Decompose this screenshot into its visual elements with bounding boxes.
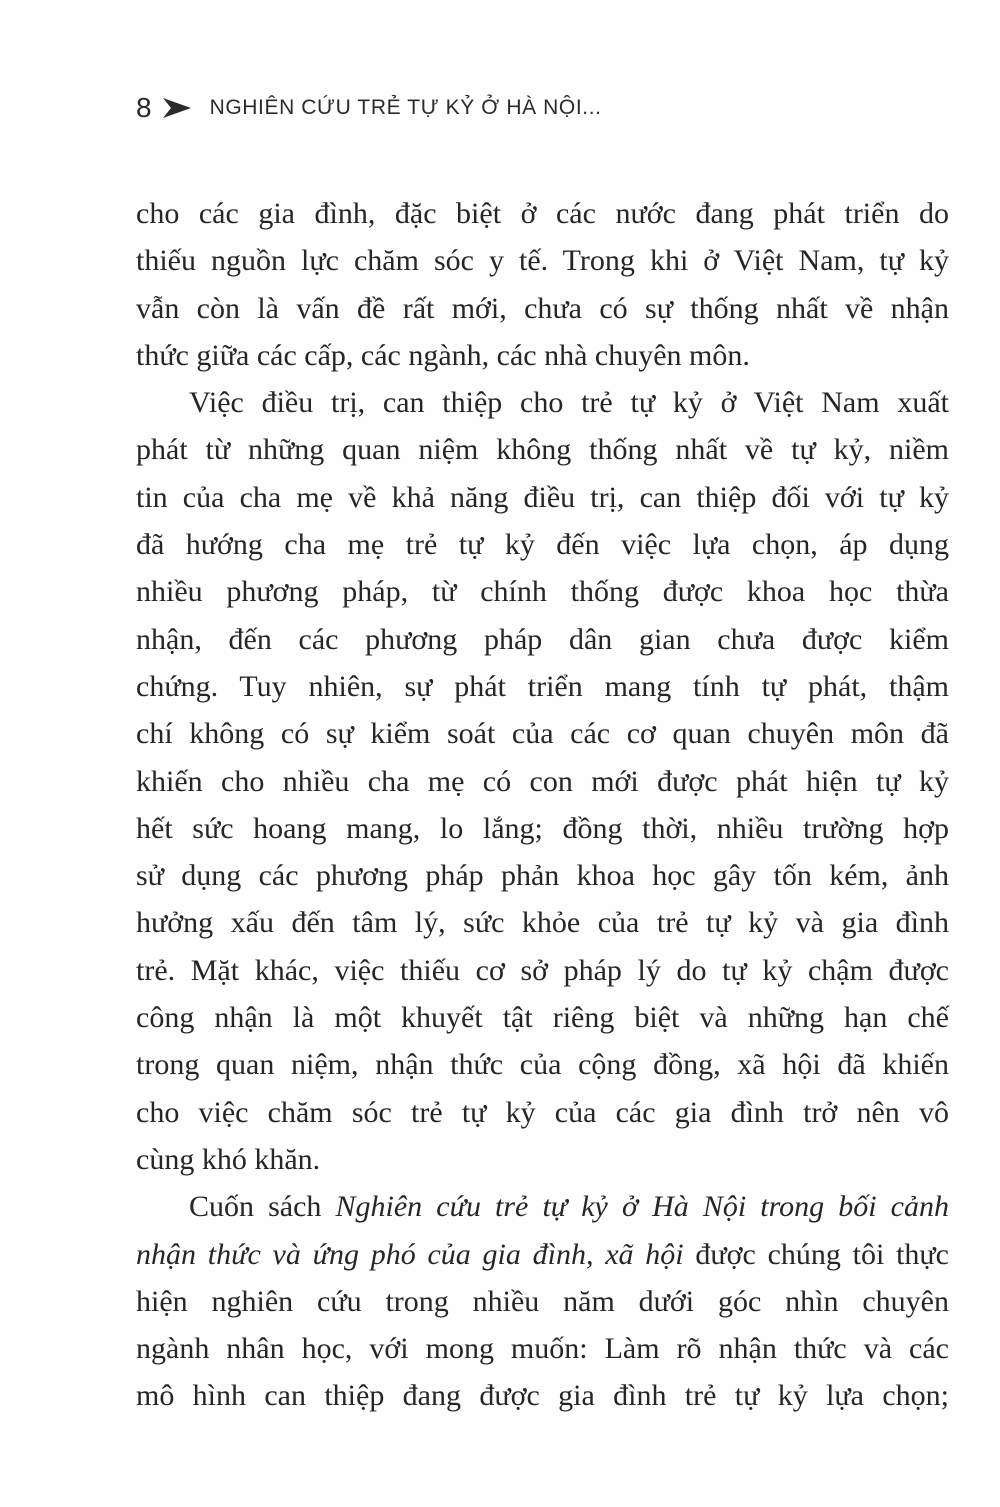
text-line: trong quan niệm, nhận thức của cộng đồng, xã hội đã khiến — [136, 1048, 949, 1082]
text-line: công nhận là một khuyết tật riêng biệt và những hạn chế — [136, 1001, 949, 1035]
paragraph-text: được chúng tôi thực — [683, 1237, 949, 1271]
text-line: thiếu nguồn lực chăm sóc y tế. Trong khi ở Việt Nam, tự kỷ — [136, 244, 949, 278]
text-line: tin của cha mẹ về khả năng điều trị, can thiệp đối với tự kỷ — [136, 480, 949, 514]
paragraph-intro: Cuốn sách — [189, 1190, 336, 1224]
text-line: Việc điều trị, can thiệp cho trẻ tự kỷ ở Việt Nam xuất — [189, 386, 949, 420]
text-line: cho việc chăm sóc trẻ tự kỷ của các gia đình trở nên vô — [136, 1095, 949, 1129]
text-line: sử dụng các phương pháp phản khoa học gây tốn kém, ảnh — [136, 859, 949, 893]
text-line: thức giữa các cấp, các ngành, các nhà chuyên môn. — [136, 338, 750, 372]
text-line: hưởng xấu đến tâm lý, sức khỏe của trẻ tự kỷ và gia đình — [136, 906, 949, 940]
text-line: cùng khó khăn. — [136, 1142, 321, 1176]
text-line: vẫn còn là vấn đề rất mới, chưa có sự thống nhất về nhận — [136, 291, 949, 325]
text-line: nhiều phương pháp, từ chính thống được khoa học thừa — [136, 575, 949, 609]
text-line: chí không có sự kiểm soát của các cơ quan chuyên môn đã — [136, 717, 949, 751]
book-title: Nghiên cứu trẻ tự kỷ ở Hà Nội trong bối cảnh — [335, 1190, 949, 1224]
text-line — [136, 1231, 949, 1278]
running-header — [136, 92, 602, 124]
arrow-right-icon — [162, 97, 192, 119]
text-line: hết sức hoang mang, lo lắng; đồng thời, nhiều trường hợp — [136, 811, 949, 845]
paragraph-1 — [136, 190, 949, 379]
text-line: đã hướng cha mẹ trẻ tự kỷ đến việc lựa chọn, áp dụng — [136, 528, 949, 562]
text-line: trẻ. Mặt khác, việc thiếu cơ sở pháp lý do tự kỷ chậm được — [136, 953, 949, 987]
text-line — [136, 1183, 949, 1230]
text-line: phát từ những quan niệm không thống nhất về tự kỷ, niềm — [136, 433, 949, 467]
text-line: ngành nhân học, với mong muốn: Làm rõ nhận thức và các — [136, 1332, 949, 1366]
paragraph-3 — [136, 1183, 949, 1419]
text-line: chứng. Tuy nhiên, sự phát triển mang tính tự phát, thậm — [136, 669, 949, 703]
text-line: hiện nghiên cứu trong nhiều năm dưới góc nhìn chuyên — [136, 1284, 949, 1318]
book-title: nhận thức và ứng phó của gia đình, xã hội — [136, 1237, 684, 1271]
page-number: 8 — [136, 92, 152, 123]
text-line: cho các gia đình, đặc biệt ở các nước đang phát triển do — [136, 197, 949, 230]
body-text — [136, 190, 949, 1420]
text-line: mô hình can thiệp đang được gia đình trẻ tự kỷ lựa chọn; — [136, 1379, 949, 1413]
running-header-title: NGHIÊN CỨU TRẺ TỰ KỶ Ở HÀ NỘI... — [209, 96, 602, 119]
text-line: khiến cho nhiều cha mẹ có con mới được phát hiện tự kỷ — [136, 764, 949, 798]
paragraph-2 — [136, 379, 949, 1183]
text-line: nhận, đến các phương pháp dân gian chưa được kiểm — [136, 622, 949, 656]
